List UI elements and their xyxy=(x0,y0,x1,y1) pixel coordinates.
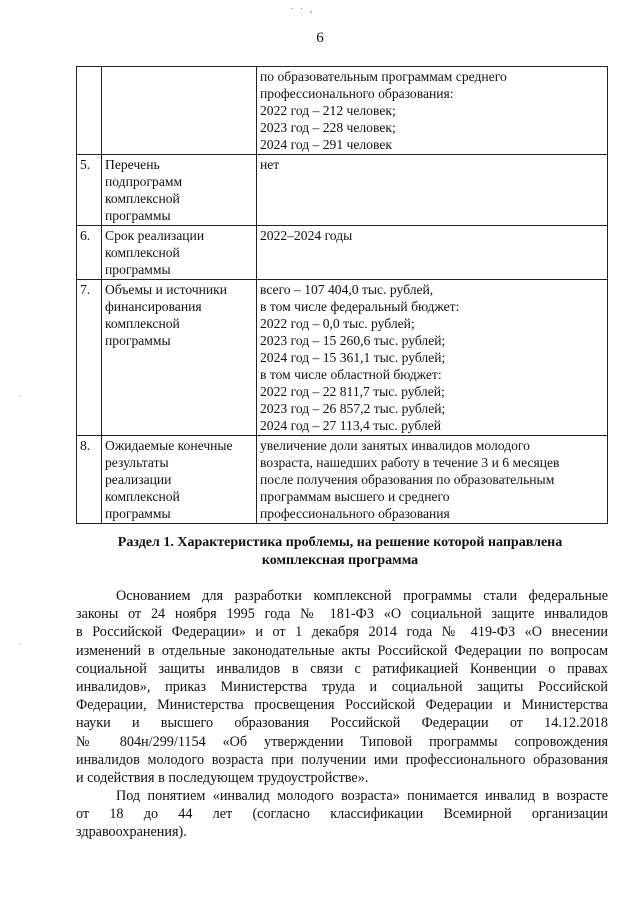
row-title-line: подпрограмм xyxy=(105,174,183,189)
row-title-line: программы xyxy=(105,208,171,223)
section-heading-line: комплексная программа xyxy=(261,553,419,568)
row-title-cell xyxy=(102,436,257,524)
section-heading-line: Раздел 1. Характеристика проблемы, на решение которой направлена xyxy=(117,535,563,550)
row-title-line: Срок реализации xyxy=(105,228,205,243)
row-value-line: программам высшего и среднего xyxy=(260,489,450,504)
table-row xyxy=(77,226,608,280)
row-value-line: 2022 год – 22 811,7 тыс. рублей; xyxy=(260,384,445,399)
row-value-line: 2023 год – 15 260,6 тыс. рублей; xyxy=(260,333,446,348)
row-title-line: результаты xyxy=(105,455,169,470)
row-value-line: профессионального образования xyxy=(260,506,450,521)
row-title-line: комплексной xyxy=(105,489,180,504)
table-row xyxy=(77,155,608,226)
row-value-line: 2024 год – 291 человек xyxy=(260,137,392,152)
row-number: 7. xyxy=(77,280,102,436)
paragraph-line: № 804н/299/1154 «Об утверждении Типовой программы сопровождения xyxy=(76,733,608,750)
section-heading xyxy=(90,534,590,570)
row-value-line: 2023 год – 228 человек; xyxy=(260,120,396,135)
paragraph-definition xyxy=(76,787,608,842)
row-title-cell xyxy=(102,226,257,280)
paragraph-line: в Российской Федерации» и от 1 декабря 2014 года № 419-ФЗ «О внесении xyxy=(76,624,608,641)
paragraph-basis xyxy=(76,587,608,787)
row-title-line: реализации xyxy=(105,472,172,487)
scan-marks: · · , xyxy=(290,4,315,15)
row-title-cell xyxy=(102,67,257,155)
row-value-line: 2022–2024 годы xyxy=(260,228,353,243)
paragraph-line: социальной защиты инвалидов в связи с ратификацией Конвенции о правах xyxy=(76,660,608,677)
row-title-line: Объемы и источники xyxy=(105,282,228,297)
row-value-cell xyxy=(257,155,608,226)
paragraph-line: науки и высшего образования Российской Федерации от 14.12.2018 xyxy=(76,715,608,732)
paragraph-line: Основанием для разработки комплексной программы стали федеральные xyxy=(116,588,608,604)
paragraph-line: Федерации, Министерства просвещения Российской Федерации и Министерства xyxy=(76,697,608,714)
row-number: 8. xyxy=(77,436,102,524)
row-title-line: Ожидаемые конечные xyxy=(105,438,233,453)
table-row xyxy=(77,280,608,436)
row-value-cell xyxy=(257,226,608,280)
table-row xyxy=(77,436,608,524)
row-value-line: после получения образования по образовательным xyxy=(260,472,555,487)
row-number: 6. xyxy=(77,226,102,280)
row-title-cell xyxy=(102,155,257,226)
paragraph-line: изменений в отдельные законодательные акты Российской Федерации по вопросам xyxy=(76,642,608,659)
row-value-line: по образовательным программам среднего xyxy=(260,69,507,84)
row-title-line: программы xyxy=(105,262,171,277)
row-value-cell xyxy=(257,436,608,524)
paragraph-line: и содействия в последующем трудоустройстве». xyxy=(76,770,369,787)
row-value-line: в том числе федеральный бюджет: xyxy=(260,299,460,314)
paragraph-line: законы от 24 ноября 1995 года № 181-ФЗ «О социальной защите инвалидов xyxy=(76,606,608,623)
paragraph-line: от 18 до 44 лет (согласно классификации Всемирной организации xyxy=(76,806,608,823)
row-number: 5. xyxy=(77,155,102,226)
row-value-line: 2022 год – 212 человек; xyxy=(260,103,396,118)
row-value-cell xyxy=(257,67,608,155)
row-title-line: финансирования xyxy=(105,299,202,314)
scan-mark: · xyxy=(18,640,22,651)
row-value-line: 2022 год – 0,0 тыс. рублей; xyxy=(260,316,415,331)
row-value-line: нет xyxy=(260,157,280,172)
row-title-line: программы xyxy=(105,333,171,348)
row-value-line: в том числе областной бюджет: xyxy=(260,367,442,382)
row-title-line: комплексной xyxy=(105,245,180,260)
row-value-line: возраста, нашедших работу в течение 3 и 6 месяцев xyxy=(260,455,560,470)
paragraph-line: инвалидов», приказ Министерства труда и социальной защиты Российской xyxy=(76,679,608,696)
row-value-line: 2023 год – 26 857,2 тыс. рублей; xyxy=(260,401,446,416)
row-value-line: профессионального образования: xyxy=(260,86,454,101)
row-number xyxy=(77,67,102,155)
program-passport-table xyxy=(76,66,608,524)
row-value-line: увеличение доли занятых инвалидов молодого xyxy=(260,438,530,453)
row-title-line: комплексной xyxy=(105,316,180,331)
scan-mark: · xyxy=(18,392,22,403)
row-value-line: всего – 107 404,0 тыс. рублей, xyxy=(260,282,434,297)
paragraph-line: Под понятием «инвалид молодого возраста» понимается инвалид в возрасте xyxy=(116,788,608,804)
row-title-line: Перечень xyxy=(105,157,160,172)
row-title-line: программы xyxy=(105,506,171,521)
row-value-cell xyxy=(257,280,608,436)
row-value-line: 2024 год – 27 113,4 тыс. рублей xyxy=(260,418,442,433)
paragraph-line: здравоохранения). xyxy=(76,824,187,841)
row-value-line: 2024 год – 15 361,1 тыс. рублей; xyxy=(260,350,446,365)
page-number: 6 xyxy=(316,30,324,46)
row-title-line: комплексной xyxy=(105,191,180,206)
row-title-cell xyxy=(102,280,257,436)
table-row xyxy=(77,67,608,155)
paragraph-line: инвалидов молодого возраста при получении ими профессионального образования xyxy=(76,751,608,768)
